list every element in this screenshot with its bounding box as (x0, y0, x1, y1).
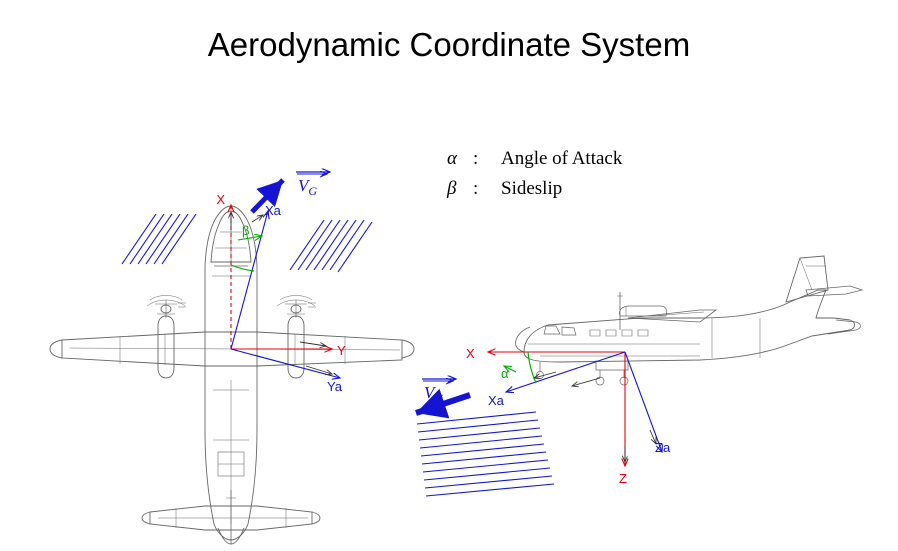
top-view-aircraft (50, 206, 800, 544)
side-view-label-z: Z (619, 471, 627, 486)
side-view-label-alpha: α (501, 366, 509, 381)
legend-separator: : (473, 148, 479, 169)
page-title: Aerodynamic Coordinate System (207, 26, 691, 63)
legend-label-angle-of-attack: Angle of Attack (501, 148, 623, 169)
top-view-label-vg: $V_G$ (298, 176, 318, 198)
side-view-label-za: Za (655, 440, 671, 455)
top-view-beta-angle (231, 223, 262, 271)
top-view-label-beta: β (242, 223, 250, 238)
side-view-label-xa: Xa (488, 393, 504, 408)
top-view-label-ya: Ya (327, 379, 342, 394)
flow-hatch-side (417, 412, 554, 496)
top-view-label-x: X (216, 192, 225, 207)
legend-label-sideslip: Sideslip (501, 178, 563, 199)
legend-symbol-alpha: α (447, 148, 457, 169)
side-view-label-vg: $V_G$ (424, 383, 444, 405)
side-view-aero-axes (488, 352, 671, 455)
legend-symbol-beta: β (447, 178, 457, 199)
side-view-velocity-vector (416, 379, 470, 413)
side-view-aircraft (515, 256, 862, 385)
side-view-alpha-angle (501, 352, 536, 383)
flow-hatch-top-right (290, 220, 372, 272)
top-view-velocity-vector (252, 172, 330, 212)
side-view-body-axes (466, 346, 627, 486)
side-view-label-x: X (466, 346, 475, 361)
legend-separator: : (473, 178, 479, 199)
top-view-label-xa: Xa (265, 203, 281, 218)
flow-hatch-top-left (122, 214, 196, 264)
top-view-label-y: Y (337, 343, 346, 358)
